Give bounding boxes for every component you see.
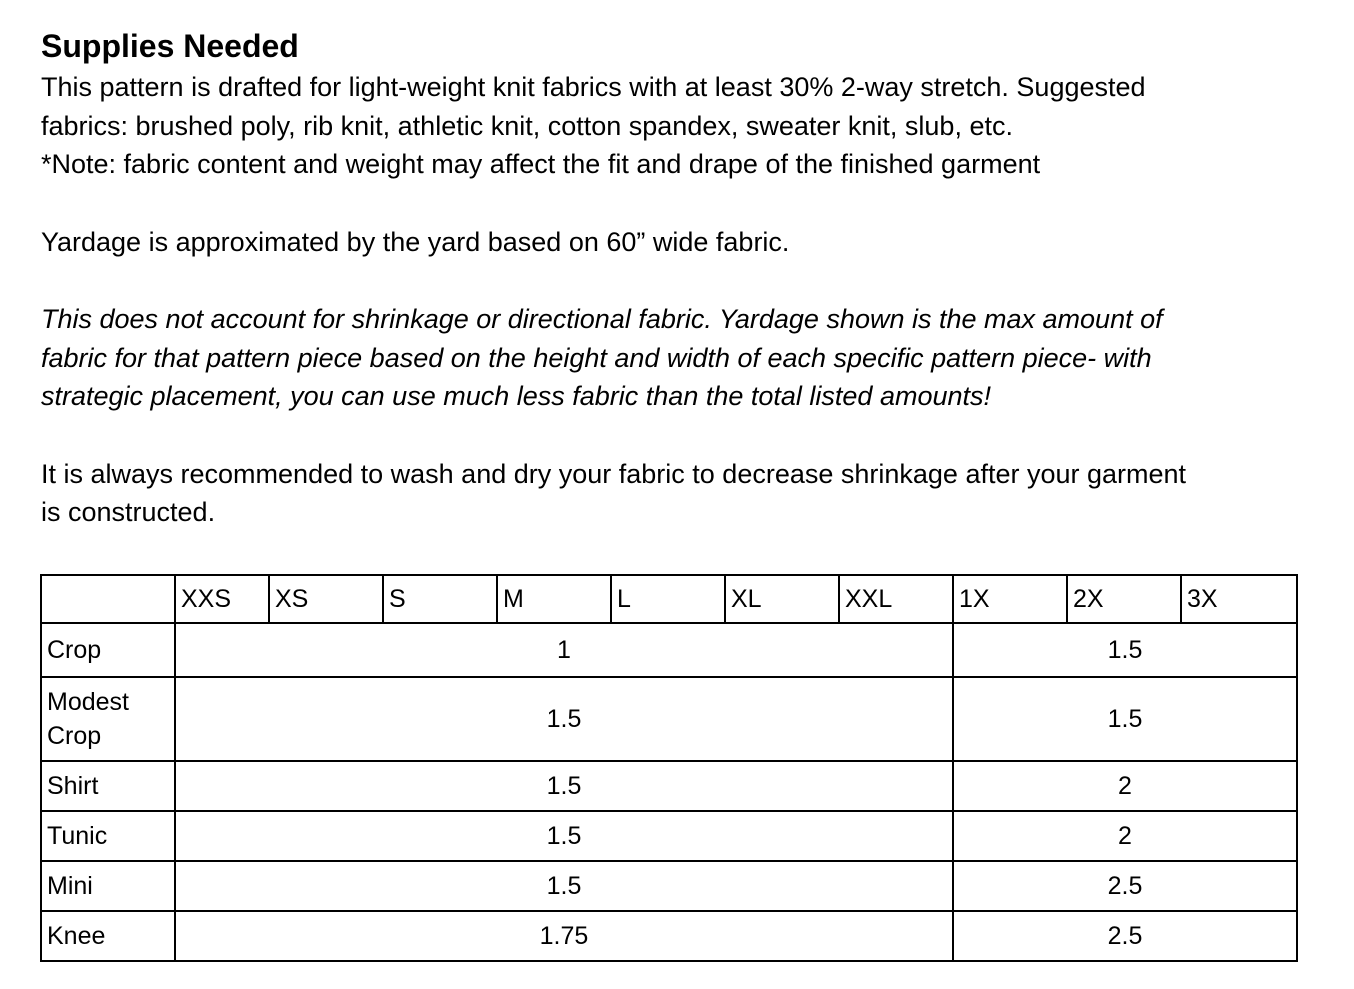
size-header: XS bbox=[269, 575, 383, 623]
table-row bbox=[41, 861, 1297, 911]
spacer bbox=[41, 261, 1311, 300]
row-label-text: Tunic bbox=[47, 822, 108, 850]
row-label-text: Knee bbox=[47, 922, 106, 950]
yardage-1x-3x: 2.5 bbox=[953, 861, 1297, 911]
yardage-xxs-xxl: 1.75 bbox=[175, 911, 953, 961]
row-label-text: Modest bbox=[47, 688, 129, 716]
table-row bbox=[41, 911, 1297, 961]
row-label bbox=[41, 677, 175, 761]
yardage-1x-3x: 2.5 bbox=[953, 911, 1297, 961]
yardage-1x-3x: 2 bbox=[953, 811, 1297, 861]
spacer bbox=[41, 416, 1311, 455]
row-label-text: Shirt bbox=[47, 772, 99, 800]
size-header: 3X bbox=[1181, 575, 1297, 623]
yardage-note: Yardage is approximated by the yard based on 60” wide fabric. bbox=[41, 226, 790, 257]
size-header: XL bbox=[725, 575, 839, 623]
table-row bbox=[41, 623, 1297, 677]
yardage-xxs-xxl: 1.5 bbox=[175, 761, 953, 811]
supplies-section bbox=[41, 24, 1311, 532]
table-row bbox=[41, 811, 1297, 861]
yardage-1x-3x: 1.5 bbox=[953, 623, 1297, 677]
size-header-row bbox=[41, 575, 1297, 623]
spacer bbox=[41, 184, 1311, 223]
yardage-xxs-xxl: 1.5 bbox=[175, 811, 953, 861]
size-header: XXS bbox=[175, 575, 269, 623]
size-header: S bbox=[383, 575, 497, 623]
yardage-xxs-xxl: 1 bbox=[175, 623, 953, 677]
yardage-1x-3x: 2 bbox=[953, 761, 1297, 811]
yardage-table bbox=[40, 574, 1298, 962]
intro-line-2: fabrics: brushed poly, rib knit, athletic knit, cotton spandex, sweater knit, slub, etc. bbox=[41, 110, 1013, 141]
yardage-xxs-xxl: 1.5 bbox=[175, 677, 953, 761]
disclaimer-line-1: This does not account for shrinkage or directional fabric. Yardage shown is the max amount of bbox=[41, 304, 1163, 334]
size-header: M bbox=[497, 575, 611, 623]
row-label-text: Crop bbox=[47, 636, 102, 664]
wash-line-1: It is always recommended to wash and dry your fabric to decrease shrinkage after your garment bbox=[41, 458, 1187, 489]
size-header: L bbox=[611, 575, 725, 623]
row-label-text-line2: Crop bbox=[47, 722, 102, 750]
yardage-xxs-xxl: 1.5 bbox=[175, 861, 953, 911]
wash-line-2: is constructed. bbox=[41, 497, 216, 527]
size-header: XXL bbox=[839, 575, 953, 623]
table-row bbox=[41, 761, 1297, 811]
row-label-text: Mini bbox=[47, 872, 93, 900]
row-label bbox=[41, 861, 175, 911]
row-label bbox=[41, 623, 175, 677]
fabric-note: *Note: fabric content and weight may affect the fit and drape of the finished garment bbox=[41, 149, 1041, 179]
yardage-table-body bbox=[41, 575, 1297, 961]
size-header: 1X bbox=[953, 575, 1067, 623]
page-title: Supplies Needed bbox=[41, 28, 299, 64]
row-label bbox=[41, 911, 175, 961]
row-label bbox=[41, 811, 175, 861]
row-label bbox=[41, 761, 175, 811]
table-row bbox=[41, 677, 1297, 761]
disclaimer-line-2: fabric for that pattern piece based on the height and width of each specific pattern piece- with bbox=[41, 342, 1152, 373]
disclaimer-line-3: strategic placement, you can use much less fabric than the total listed amounts! bbox=[41, 381, 991, 411]
size-header: 2X bbox=[1067, 575, 1181, 623]
corner-cell bbox=[41, 575, 175, 623]
intro-line-1: This pattern is drafted for light-weight knit fabrics with at least 30% 2-way stretch. Suggested bbox=[41, 72, 1146, 102]
yardage-1x-3x: 1.5 bbox=[953, 677, 1297, 761]
